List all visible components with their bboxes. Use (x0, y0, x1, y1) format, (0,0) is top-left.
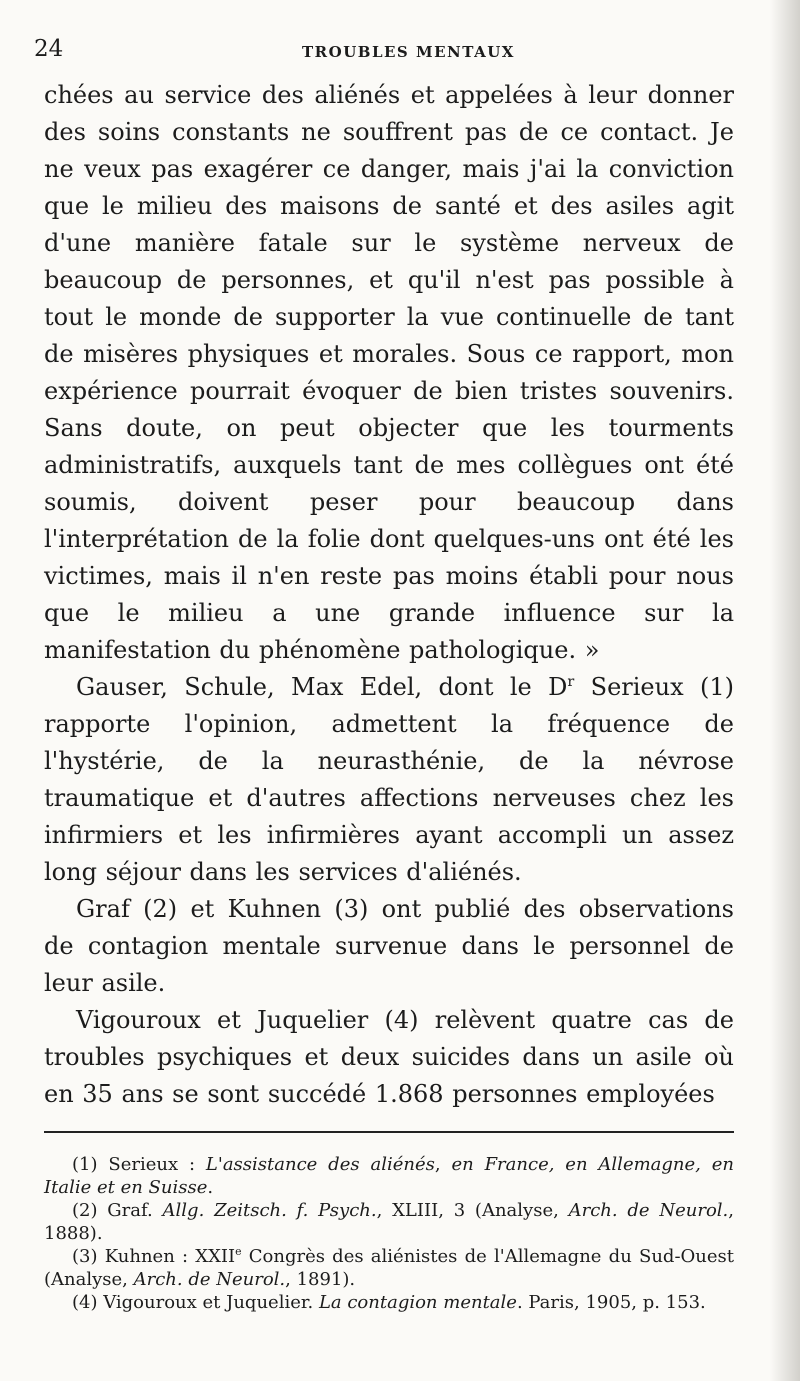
footnote-3-journal: Arch. de Neurol. (133, 1269, 286, 1290)
page-edge-shadow (770, 0, 800, 1381)
running-title: TROUBLES MENTAUX (302, 43, 515, 61)
footnote-3 (44, 1245, 734, 1291)
page-header (34, 36, 754, 70)
footnote-2 (44, 1199, 734, 1245)
footnote-rule (44, 1131, 734, 1133)
footnote-3-mid: Congrès des aliénistes de l'Allemagne du Sud-Ouest (Analyse, (44, 1246, 734, 1290)
page-number: 24 (34, 36, 64, 62)
footnote-3-lead: (3) Kuhnen : XXII (72, 1246, 236, 1267)
footnote-2-journal: Allg. Zeitsch. f. Psych. (162, 1200, 377, 1221)
footnote-1-end: . (207, 1177, 214, 1198)
footnote-1-place: en France, en Allemagne, en Italie et en Suisse (44, 1154, 734, 1198)
footnote-4 (44, 1291, 734, 1314)
paragraph-4: Vigouroux et Juquelier (4) relèvent quatre cas de troubles psychiques et deux suicides dans un asile où en 35 ans se sont succédé 1.868 personnes employées (44, 1006, 734, 1108)
footnote-2-lead: (2) Graf. (72, 1200, 163, 1221)
footnote-1-lead: (1) Serieux : (72, 1154, 206, 1175)
footnote-4-title: La contagion mentale (318, 1292, 517, 1313)
footnotes (44, 1153, 734, 1314)
footnote-1 (44, 1153, 734, 1199)
footnote-3-end: , 1891). (285, 1269, 356, 1290)
footnote-4-end: . Paris, 1905, p. 153. (516, 1292, 706, 1313)
paragraph-3: Graf (2) et Kuhnen (3) ont publié des observations de contagion mentale survenue dans le personnel de leur asile. (44, 895, 734, 997)
footnote-4-lead: (4) Vigouroux et Juquelier. (72, 1292, 319, 1313)
doctor-abbrev-sup: r (567, 674, 575, 690)
footnote-3-sup: e (235, 1245, 242, 1258)
footnote-1-title: L'assistance des aliénés (205, 1154, 435, 1175)
footnote-2-mid: , XLIII, 3 (Analyse, (376, 1200, 569, 1221)
paragraph-2 (44, 669, 734, 891)
footnote-2-journal2: Arch. de Neurol. (568, 1200, 729, 1221)
footnote-1-sep: , (434, 1154, 452, 1175)
paragraph-1: chées au service des aliénés et appelées à leur donner des soins constants ne souffrent pas de ce contact. Je ne veux pas exagérer ce danger, mais j'ai la conviction que le milieu des maisons de santé et des asiles agit d'une manière fatale sur le système nerveux de beaucoup de personnes, et qu'il n'est pas possible à tout le monde de supporter la vue continuelle de tant de misères physiques et morales. Sous ce rapport, mon expérience pourrait évoquer de bien tristes souvenirs. Sans doute, on peut objecter que les tourments administratifs, auxquels tant de mes collègues ont été soumis, doivent peser pour beaucoup dans l'interprétation de la folie dont quelques-uns ont été les victimes, mais il n'en reste pas moins établi pour nous que le milieu a une grande influence sur la manifestation du phénomène pathologique. » (44, 81, 734, 664)
body-text (44, 77, 734, 1113)
paragraph-2-start: Gauser, Schule, Max Edel, dont le D (76, 673, 568, 701)
paragraph-2-rest: Serieux (1) rapporte l'opinion, admettent la fréquence de l'hystérie, de la neurasthénie, de la névrose traumatique et d'autres affections nerveuses chez les infirmiers et les infirmières ayant accompli un assez long séjour dans les services d'aliénés. (44, 673, 734, 886)
footnote-2-end: , 1888). (44, 1200, 734, 1244)
